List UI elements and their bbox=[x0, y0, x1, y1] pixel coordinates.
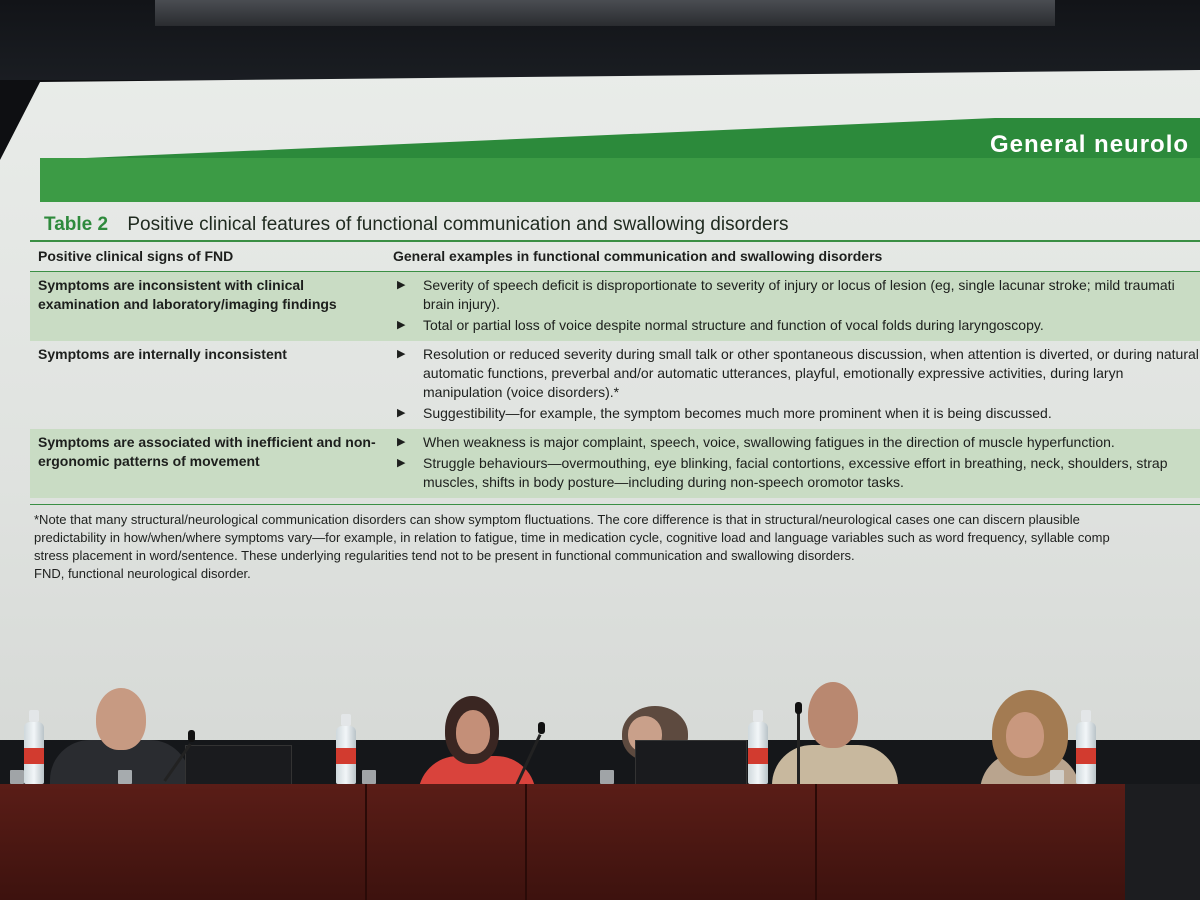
table-row bbox=[30, 272, 1200, 341]
water-glass bbox=[10, 770, 24, 784]
desk-seam bbox=[365, 784, 367, 900]
example-text: Total or partial loss of voice despite normal structure and function of vocal folds during laryngoscopy. bbox=[423, 317, 1044, 333]
features-table bbox=[30, 240, 1200, 583]
example-bullet bbox=[393, 454, 1200, 492]
footnote-line: stress placement in word/sentence. These underlying regularities tend not to be present in functional communication and swallowing disorders. bbox=[34, 548, 855, 563]
water-glass bbox=[600, 770, 614, 784]
arrow-bullet-icon: ▶ bbox=[397, 436, 406, 448]
column-header-signs: Positive clinical signs of FND bbox=[38, 248, 234, 264]
example-bullet bbox=[393, 345, 1200, 402]
laptop bbox=[185, 745, 292, 787]
arrow-bullet-icon: ▶ bbox=[397, 407, 406, 419]
panel-desk bbox=[0, 784, 1125, 900]
desk-seam bbox=[815, 784, 817, 900]
arrow-bullet-icon: ▶ bbox=[397, 279, 406, 291]
example-bullet bbox=[393, 316, 1200, 335]
example-text: Suggestibility—for example, the symptom becomes much more prominent when it is being discussed. bbox=[423, 405, 1052, 421]
row-sign: Symptoms are internally inconsistent bbox=[38, 346, 287, 362]
example-text: When weakness is major complaint, speech, voice, swallowing fatigues in the direction of muscle hyperfunction. bbox=[423, 434, 1115, 450]
ceiling-light bbox=[155, 0, 1055, 26]
stage-floor bbox=[1125, 784, 1200, 900]
water-glass bbox=[362, 770, 376, 784]
water-glass bbox=[1050, 770, 1064, 784]
row-examples bbox=[385, 345, 1200, 425]
table-caption bbox=[44, 214, 788, 236]
desk-seam bbox=[525, 784, 527, 900]
footnote-line: predictability in how/when/where symptoms vary—for example, in relation to fatigue, time in medication cycle, cognitive load and language variables such as word frequency, syllable comp bbox=[34, 530, 1110, 545]
table-row bbox=[30, 341, 1200, 429]
example-text: Severity of speech deficit is disproportionate to severity of injury or locus of lesion (eg, single lacunar stroke; mild traumati brain injury). bbox=[423, 277, 1175, 312]
journal-title: General neurolo bbox=[990, 131, 1190, 158]
slide-header-band bbox=[40, 158, 1200, 202]
column-header-examples: General examples in functional communication and swallowing disorders bbox=[393, 248, 883, 264]
example-text: Struggle behaviours—overmouthing, eye blinking, facial contortions, excessive effort in breathing, neck, shoulders, strap muscles, shifts in body posture—including during non-speech oromotor tasks. bbox=[423, 455, 1168, 490]
row-examples bbox=[385, 433, 1200, 494]
table-title: Positive clinical features of functional communication and swallowing disorders bbox=[127, 214, 789, 235]
ceiling bbox=[0, 0, 1200, 80]
row-examples bbox=[385, 276, 1200, 337]
arrow-bullet-icon: ▶ bbox=[397, 319, 406, 331]
arrow-bullet-icon: ▶ bbox=[397, 348, 406, 360]
table-label: Table 2 bbox=[44, 214, 109, 235]
laptop bbox=[635, 740, 747, 787]
footnote-line: FND, functional neurological disorder. bbox=[34, 566, 251, 581]
example-bullet bbox=[393, 433, 1200, 452]
table-footnote bbox=[30, 504, 1200, 583]
example-bullet bbox=[393, 276, 1200, 314]
table-row bbox=[30, 429, 1200, 498]
water-glass bbox=[118, 770, 132, 784]
row-sign: Symptoms are inconsistent with clinical examination and laboratory/imaging findings bbox=[38, 277, 337, 312]
arrow-bullet-icon: ▶ bbox=[397, 457, 406, 469]
row-sign: Symptoms are associated with inefficient and non-ergonomic patterns of movement bbox=[38, 434, 376, 469]
footnote-line: *Note that many structural/neurological communication disorders can show symptom fluctuations. The core difference is that in structural/neurological cases one can discern plausible bbox=[34, 512, 1080, 527]
table-header bbox=[30, 240, 1200, 272]
example-bullet bbox=[393, 404, 1200, 423]
example-text: Resolution or reduced severity during small talk or other spontaneous discussion, when attention is diverted, or during natural automatic functions, preverbal and/or automatic utterances, playful, emotionally expressive activities, during laryn manipulation (voice disorders).* bbox=[423, 346, 1199, 400]
